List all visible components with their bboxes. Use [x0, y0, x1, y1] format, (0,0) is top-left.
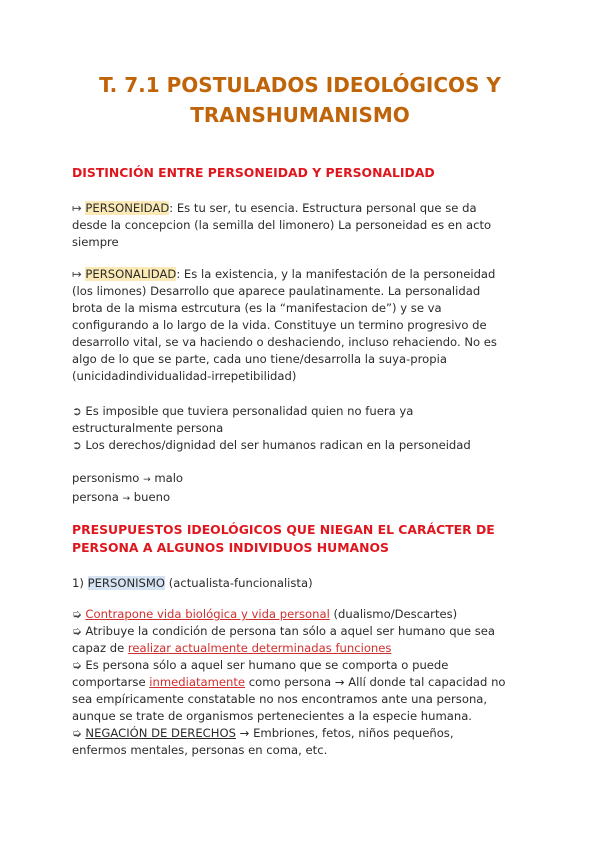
personeidad-line2: desde la concepcion (la semilla del limonero) La personeidad es en acto: [72, 218, 492, 232]
right-arrow-icon: →: [122, 494, 131, 504]
personismo-points: [72, 606, 542, 759]
point2-line1: Atribuye la condición de persona tan sólo a aquel ser humano que sea: [85, 624, 495, 638]
inmediatamente-link[interactable]: inmediatamente: [149, 675, 246, 689]
point1-rest: (dualismo/Descartes): [333, 607, 458, 621]
personeidad-term: PERSONEIDAD: [85, 201, 170, 215]
page-title-line2: TRANSHUMANISMO: [190, 103, 410, 127]
personalidad-line1: : Es la existencia, y la manifestación de la personeidad: [176, 267, 496, 281]
item-number: 1): [72, 576, 84, 590]
personismo-item: [72, 575, 542, 592]
arrow-marker-icon: ➭: [72, 726, 82, 740]
arrow-marker-icon: ➭: [72, 624, 82, 638]
personalidad-line4: configurando a lo largo de la vida. Constituye un termino progresivo de: [72, 318, 487, 332]
personalidad-line3: brota de la misma estrcutura (es la “manifestacion de”) y se va: [72, 301, 442, 315]
arrow-marker-icon: ➭: [72, 658, 82, 672]
personalidad-line6: algo de lo que se parte, cada uno tiene/desarrolla la suya-propia: [72, 352, 447, 366]
point2-pre: capaz de: [72, 641, 125, 655]
page-title: [40, 70, 560, 130]
bullet1-line2: estructuralmente persona: [72, 421, 224, 435]
point3-line4: aunque se trate de organismos pertenecientes a la especie humana.: [72, 709, 472, 723]
point3-post: como persona → Allí donde tal capacidad no: [248, 675, 506, 689]
page-title-line1: T. 7.1 POSTULADOS IDEOLÓGICOS Y: [99, 73, 501, 97]
bullet1-line1: Es imposible que tuviera personalidad quien no fuera ya: [85, 404, 414, 418]
personalidad-paragraph: [72, 266, 542, 385]
arrow-marker-icon: ↦: [72, 201, 82, 215]
personalidad-line2: (los limones) Desarrollo que aparece paulatinamente. La personalidad: [72, 284, 481, 298]
arrow-marker-icon: ➭: [72, 607, 82, 621]
curved-arrow-icon: ➲: [72, 404, 82, 418]
section1-heading: DISTINCIÓN ENTRE PERSONEIDAD Y PERSONALIDAD: [72, 165, 435, 180]
point3-line3: sea empíricamente constatable no nos encontramos ante una persona,: [72, 692, 488, 706]
personismo-term: PERSONISMO: [87, 576, 166, 590]
personalidad-term: PERSONALIDAD: [85, 267, 177, 281]
personeidad-paragraph: [72, 200, 542, 251]
personeidad-line3: siempre: [72, 235, 119, 249]
pair-row: personismo → malo: [72, 471, 184, 485]
bullet2-text: Los derechos/dignidad del ser humanos radican en la personeidad: [85, 438, 471, 452]
right-arrow-icon: →: [143, 475, 151, 485]
point4-line2: enfermos mentales, personas en coma, etc.: [72, 743, 328, 757]
personismo-subtitle: (actualista-funcionalista): [168, 576, 313, 590]
personalidad-line7: (unicidadindividualidad-irrepetibilidad): [72, 369, 297, 383]
pair-row: persona → bueno: [72, 490, 171, 504]
curved-arrow-icon: ➲: [72, 438, 82, 452]
realizar-link[interactable]: realizar actualmente determinadas funciones: [127, 641, 392, 655]
point4-rest: → Embriones, fetos, niños pequeños,: [239, 726, 454, 740]
point3-pre: comportarse: [72, 675, 146, 689]
personalidad-line5: desarrollo vital, se va haciendo o deshaciendo, incluso rehaciendo. No es: [72, 335, 497, 349]
section2-heading: [72, 521, 542, 557]
section2-heading-line1: PRESUPUESTOS IDEOLÓGICOS QUE NIEGAN EL CARÁCTER DE: [72, 522, 495, 537]
negacion-derechos-term: NEGACIÓN DE DERECHOS: [85, 726, 236, 740]
personeidad-bullets: [72, 403, 542, 454]
point3-line1: Es persona sólo a aquel ser humano que se comporta o puede: [85, 658, 449, 672]
contrapone-link[interactable]: Contrapone vida biológica y vida personal: [85, 607, 330, 621]
arrow-marker-icon: ↦: [72, 267, 82, 281]
section2-heading-line2: PERSONA A ALGUNOS INDIVIDUOS HUMANOS: [72, 540, 389, 555]
pairs-list: [72, 470, 542, 508]
personeidad-line1: : Es tu ser, tu esencia. Estructura personal que se da: [169, 201, 477, 215]
